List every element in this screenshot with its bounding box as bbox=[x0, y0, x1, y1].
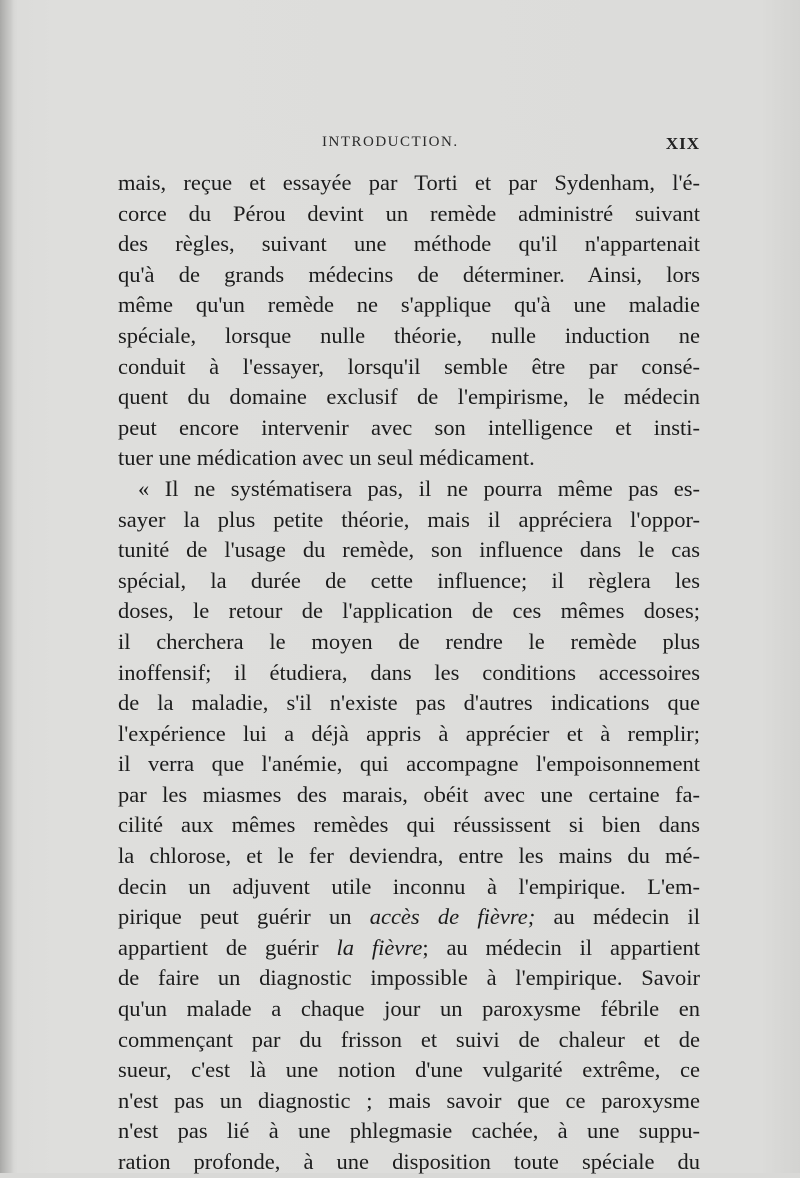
text-line: sueur, c'est là une notion d'une vulgarité extrême, ce bbox=[118, 1057, 700, 1083]
text-line: decin un adjuvent utile inconnu à l'empirique. L'em- bbox=[118, 873, 700, 899]
running-title: INTRODUCTION. bbox=[322, 134, 459, 150]
italic-phrase: la fièvre bbox=[336, 934, 423, 960]
text-line: n'est pas un diagnostic ; mais savoir que ce paroxysme bbox=[118, 1087, 700, 1113]
text-line: n'est pas lié à une phlegmasie cachée, à une suppu- bbox=[118, 1118, 700, 1144]
text-line: par les miasmes des marais, obéit avec une certaine fa- bbox=[118, 781, 700, 807]
text-line-with-italic bbox=[118, 902, 700, 933]
text-line: la chlorose, et le fer deviendra, entre les mains du mé- bbox=[118, 843, 700, 869]
text-line: quent du domaine exclusif de l'empirisme, le médecin bbox=[118, 384, 700, 410]
text-line: peut encore intervenir avec son intelligence et insti- bbox=[118, 414, 700, 440]
text-line: spécial, la durée de cette influence; il règlera les bbox=[118, 567, 700, 593]
page-number: XIX bbox=[665, 134, 700, 153]
text-line: de faire un diagnostic impossible à l'empirique. Savoir bbox=[118, 965, 700, 991]
text-line: qu'un malade a chaque jour un paroxysme fébrile en bbox=[118, 996, 700, 1022]
text-line: sayer la plus petite théorie, mais il appréciera l'oppor- bbox=[118, 506, 700, 532]
text-run: appartient de guérir bbox=[118, 934, 337, 960]
text-run: ; au médecin il appartient bbox=[422, 934, 700, 960]
text-line: corce du Pérou devint un remède administré suivant bbox=[118, 200, 700, 226]
text-run: pirique peut guérir un bbox=[118, 904, 370, 930]
page-header bbox=[110, 134, 700, 156]
text-line: mais, reçue et essayée par Torti et par Sydenham, l'é- bbox=[118, 170, 700, 195]
text-line: conduit à l'essayer, lorsqu'il semble être par consé- bbox=[118, 353, 700, 379]
text-line: spéciale, lorsque nulle théorie, nulle induction ne bbox=[118, 322, 700, 348]
paragraph-end-line: tuer une médication avec un seul médicament. bbox=[118, 445, 535, 471]
text-line: commençant par du frisson et suivi de chaleur et de bbox=[118, 1026, 700, 1052]
text-line: l'expérience lui a déjà appris à apprécier et à remplir; bbox=[118, 720, 700, 746]
text-line: même qu'un remède ne s'applique qu'à une maladie bbox=[118, 292, 700, 318]
text-run: au médecin il bbox=[535, 904, 700, 930]
text-line: ration profonde, à une disposition toute spéciale du bbox=[118, 1149, 700, 1174]
text-line: de la maladie, s'il n'existe pas d'autres indications que bbox=[118, 690, 700, 716]
text-line: inoffensif; il étudiera, dans les conditions accessoires bbox=[118, 659, 700, 685]
quote-paragraph-start: « Il ne systématisera pas, il ne pourra même pas es- bbox=[138, 475, 700, 501]
text-line: il verra que l'anémie, qui accompagne l'empoisonnement bbox=[118, 751, 700, 777]
text-line: cilité aux mêmes remèdes qui réussissent si bien dans bbox=[118, 812, 700, 838]
body-text bbox=[118, 168, 700, 1178]
text-line: doses, le retour de l'application de ces mêmes doses; bbox=[118, 598, 700, 624]
page-gutter-shadow bbox=[0, 0, 14, 1173]
text-line-with-italic bbox=[118, 933, 700, 964]
text-line: il cherchera le moyen de rendre le remède plus bbox=[118, 628, 700, 654]
italic-phrase: accès de fièvre; bbox=[369, 904, 536, 930]
text-line: qu'à de grands médecins de déterminer. Ainsi, lors bbox=[118, 261, 700, 287]
text-line: des règles, suivant une méthode qu'il n'appartenait bbox=[118, 231, 700, 257]
text-line: tunité de l'usage du remède, son influence dans le cas bbox=[118, 537, 700, 563]
